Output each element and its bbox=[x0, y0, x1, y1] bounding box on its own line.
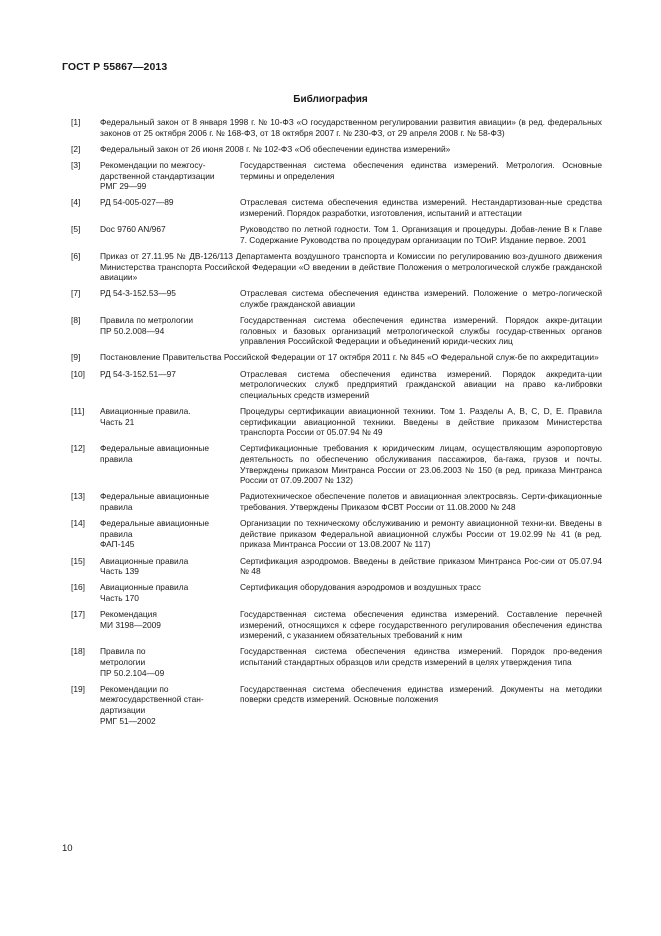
entry-designation: РД 54-3-152.53—95 bbox=[100, 288, 176, 299]
bibliography-entry bbox=[62, 646, 602, 678]
entry-title: Процедуры сертификации авиационной техники. Том 1. Разделы A, B, C, D, E. Правила сертификации авиационной техники. Введены в действие приказом Министерства транспорта России от 05.07.94 № 49 bbox=[240, 406, 602, 438]
entry-number: [5] bbox=[71, 224, 81, 235]
bibliography-entry bbox=[62, 160, 602, 192]
bibliography-entry bbox=[62, 609, 602, 641]
section-title bbox=[0, 94, 661, 105]
entry-number: [17] bbox=[71, 609, 85, 620]
entry-text: Федеральный закон от 8 января 1998 г. № 10-ФЗ «О государственном регулировании развития авиации» (в ред. федеральных законов от 25 октября 2006 г. № 168-ФЗ, от 18 октября 2007 г. № 230-ФЗ, от 29 апреля 2008 г. № 58-ФЗ) bbox=[100, 117, 602, 138]
entry-number: [19] bbox=[71, 683, 85, 694]
entry-number: [4] bbox=[71, 197, 81, 208]
entry-title: Отраслевая система обеспечения единства измерений. Порядок аккредита-ции метрологических служб предприятий гражданской авиации на право ка-либровки специальных средств измерений bbox=[240, 368, 602, 400]
entry-body bbox=[100, 582, 602, 603]
entry-number: [18] bbox=[71, 646, 85, 657]
bibliography-list bbox=[62, 117, 602, 732]
bibliography-entry bbox=[62, 443, 602, 485]
entry-title: Государственная система обеспечения единства измерений. Составление перечней измерений, относящихся к сфере государственного регулирования обеспечения единства измерений, с указанием обязательных требований к ним bbox=[240, 609, 602, 641]
entry-title: Отраслевая система обеспечения единства измерений. Положение о метро-логической службе гражданской авиации bbox=[240, 288, 602, 309]
entry-designation: Рекомендация МИ 3198—2009 bbox=[100, 609, 161, 630]
entry-title: Государственная система обеспечения единства измерений. Порядок аккре-дитации головных и базовых организаций метрологической службы государ-ственных органов управления Российской Федерации и объединений юриди-ческих лиц bbox=[240, 315, 602, 347]
entry-body bbox=[100, 609, 602, 641]
bibliography-entry bbox=[62, 251, 602, 283]
entry-text: Постановление Правительства Российской Федерации от 17 октября 2011 г. № 845 «О Федеральной служ-бе по аккредитации» bbox=[100, 352, 599, 363]
entry-number: [9] bbox=[71, 352, 81, 363]
entry-number: [11] bbox=[71, 406, 85, 416]
entry-designation: РД 54-005-027—89 bbox=[100, 197, 174, 208]
entry-designation: Авиационные правила. Часть 21 bbox=[100, 406, 191, 427]
entry-designation: Рекомендации по межгосу- дарственной стандартизации РМГ 29—99 bbox=[100, 159, 215, 192]
entry-number: [12] bbox=[71, 443, 85, 454]
entry-designation: Doc 9760 AN/967 bbox=[100, 224, 166, 235]
entry-title: Радиотехническое обеспечение полетов и авиационная электросвязь. Серти-фикационные требования. Утверждены Приказом ФСВТ России от 11.08.2000 № 248 bbox=[240, 491, 602, 512]
entry-designation: Правила по метрологии ПР 50.2.008—94 bbox=[100, 315, 194, 336]
entry-designation: Федеральные авиационные правила bbox=[100, 443, 210, 464]
bibliography-entry bbox=[62, 315, 602, 347]
entry-title: Государственная система обеспечения единства измерений. Порядок про-ведения испытаний стандартных образцов или средств измерений в целях утверждения типа bbox=[240, 646, 602, 668]
bibliography-entry bbox=[62, 224, 602, 245]
entry-number: [14] bbox=[71, 518, 85, 529]
bibliography-entry bbox=[62, 406, 602, 438]
entry-title: Государственная система обеспечения единства измерений. Метрология. Основные термины и определения bbox=[240, 159, 602, 181]
bibliography-entry bbox=[62, 197, 602, 218]
bibliography-entry bbox=[62, 556, 602, 577]
bibliography-entry bbox=[62, 117, 602, 138]
entry-designation: РД 54-3-152.51—97 bbox=[100, 368, 176, 379]
entry-designation: Авиационные правила Часть 139 bbox=[100, 555, 189, 577]
entry-number: [16] bbox=[71, 582, 85, 593]
entry-body bbox=[100, 160, 602, 192]
bibliography-entry bbox=[62, 288, 602, 309]
entry-designation: Рекомендации по межгосударственной стан- дартизации РМГ 51—2002 bbox=[100, 683, 204, 726]
entry-body bbox=[100, 518, 602, 550]
entry-number: [15] bbox=[71, 555, 85, 566]
entry-title: Сертификация оборудования аэродромов и воздушных трасс bbox=[240, 582, 481, 593]
bibliography-entry bbox=[62, 684, 602, 726]
entry-body bbox=[100, 491, 602, 512]
entry-body bbox=[100, 224, 602, 245]
entry-body bbox=[100, 556, 602, 577]
bibliography-entry bbox=[62, 582, 602, 603]
entry-title: Сертификационные требования к юридическим лицам, осуществляющим аэропортовую деятельность по обеспечению обслуживания пассажиров, ба-гажа, грузов и почты. Утверждены приказом Минтранса России от 23.06.2003 № 150 (в ред. приказа Минтранса России от 07.09.2007 № 132) bbox=[240, 443, 602, 486]
entry-number: [13] bbox=[71, 491, 85, 502]
entry-title: Отраслевая система обеспечения единства измерений. Нестандартизован-ные средства измерений. Порядок разработки, изготовления, испытаний и аттестации bbox=[240, 197, 602, 218]
entry-text: Приказ от 27.11.95 № ДВ-126/113 Департамента воздушного транспорта и Комиссии по регулированию воз-душного движения Министерства транспорта Российской Федерации «О введении в действие Положения о метрологической службе гражданской авиации» bbox=[100, 250, 602, 283]
entry-title: Государственная система обеспечения единства измерений. Документы на методики поверки средств измерений. Основные положения bbox=[240, 683, 602, 705]
section-title-text: Библиография bbox=[293, 94, 368, 105]
entry-body bbox=[100, 197, 602, 218]
entry-body bbox=[100, 288, 602, 309]
document-id: ГОСТ Р 55867—2013 bbox=[62, 61, 168, 73]
bibliography-entry bbox=[62, 352, 602, 363]
entry-body bbox=[100, 646, 602, 678]
entry-body bbox=[100, 406, 602, 438]
entry-title: Руководство по летной годности. Том 1. Организация и процедуры. Добав-ление B к Главе 7. Содержание Руководства по процедурам организации по ТОиР. Издание первое. 2001 bbox=[240, 224, 602, 245]
entry-designation: Правила по метрологии ПР 50.2.104—09 bbox=[100, 646, 165, 678]
entry-number: [10] bbox=[71, 368, 85, 379]
entry-number: [7] bbox=[71, 288, 81, 299]
entry-text: Федеральный закон от 26 июня 2008 г. № 102-ФЗ «Об обеспечении единства измерений» bbox=[100, 143, 451, 154]
entry-number: [6] bbox=[71, 250, 81, 261]
entry-number: [2] bbox=[71, 143, 81, 154]
bibliography-entry bbox=[62, 144, 602, 155]
entry-number: [3] bbox=[71, 159, 81, 170]
page-number: 10 bbox=[62, 843, 73, 854]
entry-designation: Авиационные правила Часть 170 bbox=[100, 582, 189, 603]
entry-designation: Федеральные авиационные правила ФАП-145 bbox=[100, 518, 210, 550]
entry-body bbox=[100, 315, 602, 347]
entry-designation: Федеральные авиационные правила bbox=[100, 491, 210, 512]
entry-title: Организации по техническому обслуживанию и ремонту авиационной техни-ки. Введены в действие приказом Федеральной авиационной службы России от 19.02.99 № 41 (в ред. приказа Минтранса России от 13.08.2007 № 117) bbox=[240, 518, 602, 550]
entry-body bbox=[100, 369, 602, 401]
entry-body bbox=[100, 684, 602, 726]
entry-number: [8] bbox=[71, 315, 81, 326]
entry-title: Сертификация аэродромов. Введены в действие приказом Минтранса Рос-сии от 05.07.94 № 48 bbox=[240, 555, 602, 577]
bibliography-entry bbox=[62, 369, 602, 401]
bibliography-entry bbox=[62, 518, 602, 550]
entry-number: [1] bbox=[71, 117, 81, 127]
entry-body bbox=[100, 443, 602, 485]
bibliography-entry bbox=[62, 491, 602, 512]
